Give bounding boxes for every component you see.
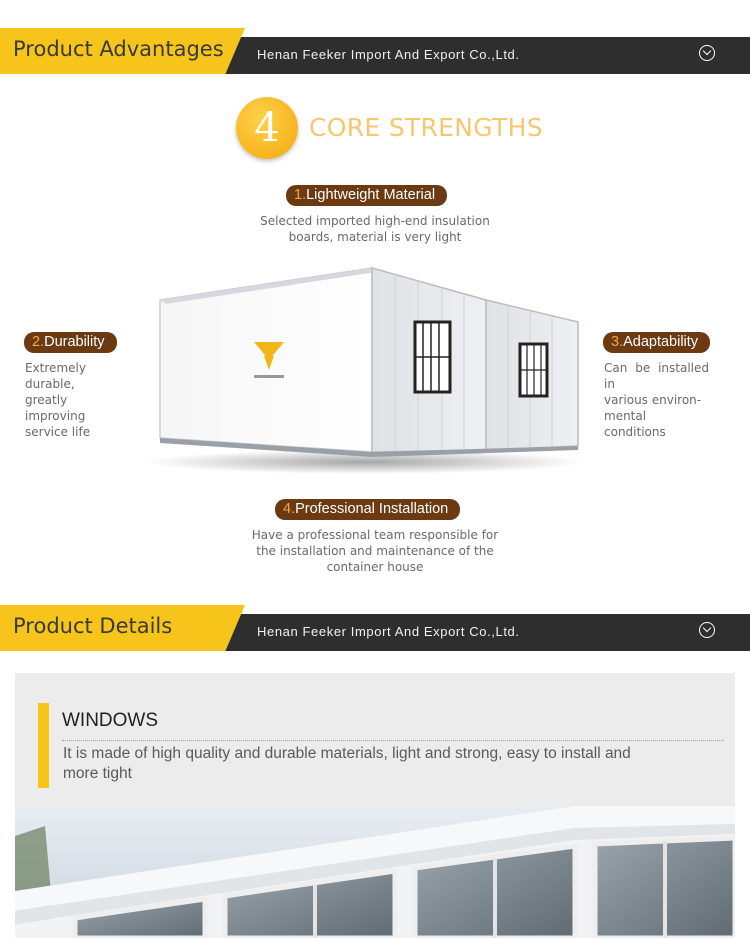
chevron-down-circle-icon[interactable] bbox=[699, 622, 715, 638]
windows-description: It is made of high quality and durable materials, light and strong, easy to install and more tight bbox=[63, 745, 631, 782]
section-accent-bar bbox=[38, 703, 49, 788]
core-strengths-title: CORE STRENGTHS bbox=[309, 113, 543, 142]
strength-number: 3. bbox=[611, 334, 624, 350]
product-details-banner bbox=[0, 605, 750, 651]
banner-company-name: Henan Feeker Import And Export Co.,Ltd. bbox=[257, 624, 520, 639]
desc-line: container house bbox=[326, 560, 424, 574]
heading-divider bbox=[62, 740, 724, 741]
product-advantages-banner bbox=[0, 28, 750, 74]
strength-label-installation bbox=[275, 499, 460, 520]
strength-label-lightweight bbox=[286, 185, 447, 206]
strength-number: 1. bbox=[294, 187, 307, 203]
strength-desc-lightweight bbox=[245, 213, 505, 245]
desc-line: Have a professional team responsible for bbox=[251, 528, 499, 542]
banner-title: Product Details bbox=[13, 614, 173, 638]
desc-line: various environ- bbox=[604, 393, 702, 407]
strength-desc-installation bbox=[235, 527, 515, 575]
banner-company-name: Henan Feeker Import And Export Co.,Ltd. bbox=[257, 47, 520, 62]
desc-line: service life bbox=[25, 425, 91, 439]
strength-label-durability bbox=[24, 332, 117, 353]
desc-line: the installation and maintenance of the bbox=[256, 544, 494, 558]
windows-heading: WINDOWS bbox=[62, 710, 159, 731]
strength-label-text: Professional Installation bbox=[295, 501, 449, 517]
desc-line: boards, material is very light bbox=[288, 230, 462, 244]
strength-number: 2. bbox=[32, 334, 45, 350]
windows-photo bbox=[15, 806, 735, 938]
desc-line: Extremely durable, bbox=[25, 361, 86, 391]
chevron-down-circle-icon[interactable] bbox=[699, 45, 715, 61]
strength-label-text: Lightweight Material bbox=[306, 187, 436, 203]
desc-line: greatly improving bbox=[25, 393, 86, 423]
banner-title: Product Advantages bbox=[13, 37, 224, 61]
desc-line: mental conditions bbox=[604, 409, 666, 439]
container-house-image bbox=[150, 260, 590, 475]
strength-label-text: Durability bbox=[44, 334, 105, 350]
strength-label-adaptability bbox=[603, 332, 710, 353]
desc-line: Can be installed in bbox=[604, 361, 709, 391]
desc-line: Selected imported high-end insulation bbox=[260, 214, 490, 228]
strength-desc-adaptability bbox=[604, 360, 709, 440]
strength-label-text: Adaptability bbox=[623, 334, 699, 350]
strength-desc-durability bbox=[25, 360, 128, 440]
strengths-number-badge: 4 bbox=[236, 97, 298, 159]
strength-number: 4. bbox=[283, 501, 296, 517]
